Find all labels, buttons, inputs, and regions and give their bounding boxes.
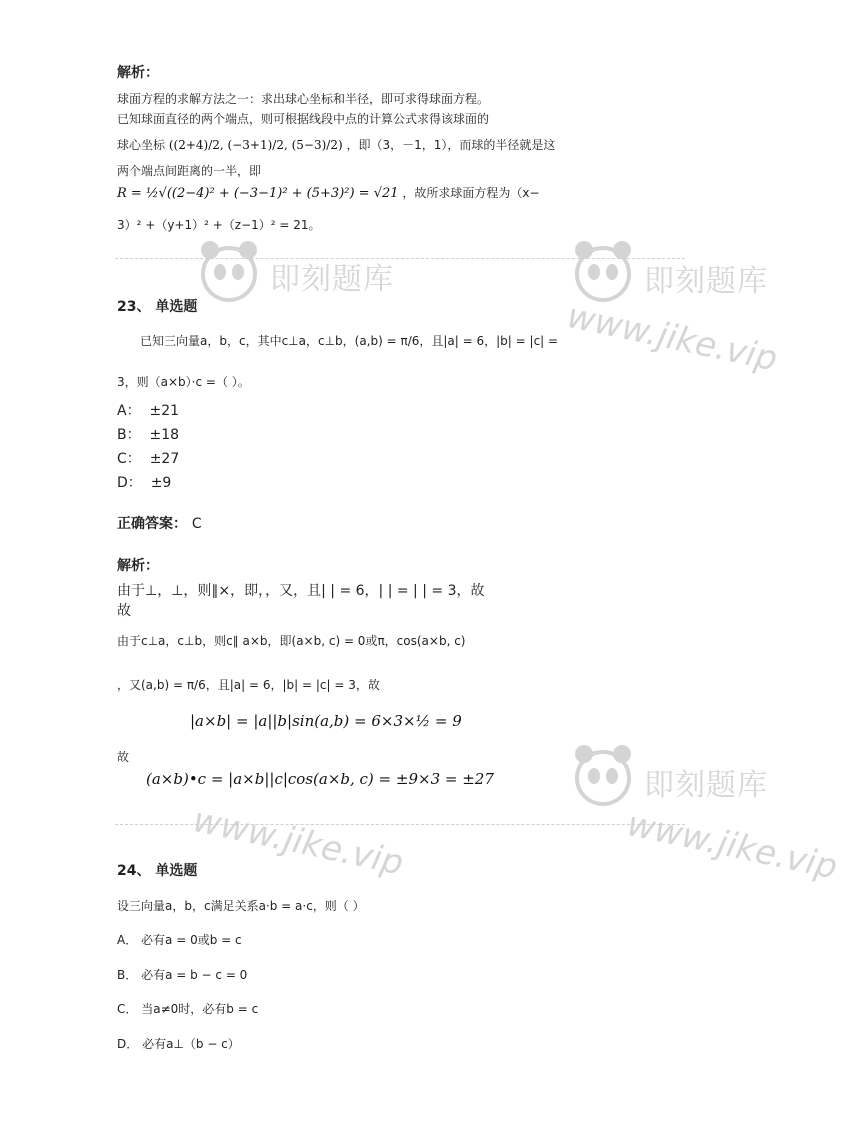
option-a[interactable]: [117, 931, 242, 948]
option-d[interactable]: [117, 1035, 240, 1052]
correct-answer: [117, 513, 202, 533]
divider: [115, 824, 685, 825]
prev-analysis-heading: 解析：: [117, 65, 159, 81]
question-23-number: 23、 单选题: [117, 299, 198, 315]
answer-label: 正确答案：: [117, 516, 187, 532]
option-label: C：: [117, 451, 141, 467]
question-23-stem-line2: 3，则（a×b）·c =（ ）。: [117, 375, 250, 389]
analysis-image-line2: ，又(a,b) = π/6，且|a| = 6，|b| = |c| = 3，故: [117, 678, 380, 692]
option-b[interactable]: [117, 424, 179, 444]
analysis-image-line5: (a×b)•c = |a×b||c|cos(a×b, c) = ±9×3 = ±27: [146, 770, 494, 788]
panda-logo-icon: [572, 238, 634, 308]
option-b[interactable]: [117, 966, 247, 983]
prev-analysis-line5: [117, 184, 540, 201]
prev-analysis-line4: 两个端点间距离的一半，即: [117, 164, 262, 178]
watermark-url: www.jike.vip: [189, 800, 407, 884]
question-23-analysis-heading: 解析：: [117, 558, 159, 574]
watermark-url: www.jike.vip: [623, 804, 841, 888]
watermark-text: 即刻题库: [270, 262, 394, 297]
analysis-image-line1: 由于c⊥a，c⊥b，则c∥ a×b，即(a×b, c) = 0或π，cos(a×b, c): [117, 634, 466, 648]
option-c[interactable]: [117, 1000, 258, 1017]
option-text: ±18: [149, 427, 180, 443]
center-coordinates: ((2+4)/2, (−3+1)/2, (5−3)/2): [168, 138, 343, 152]
prev-analysis-line1: 球面方程的求解方法之一：求出球心坐标和半径，即可求得球面方程。: [117, 92, 490, 106]
option-text: 当a≠0时，必有b = c: [141, 1002, 259, 1016]
watermark-mid-left: [189, 790, 478, 910]
option-label: A．: [117, 933, 138, 947]
option-c[interactable]: [117, 448, 179, 468]
question-24-stem: 设三向量a，b，c满足关系a·b = a·c，则（ ）: [117, 899, 365, 913]
analysis-image-line4: 故: [117, 750, 130, 764]
option-d[interactable]: [117, 472, 171, 492]
option-a[interactable]: [117, 400, 179, 420]
option-text: 必有a⊥（b − c）: [142, 1037, 240, 1051]
option-label: B．: [117, 968, 138, 982]
panda-logo-icon: [572, 742, 634, 812]
option-label: D：: [117, 475, 142, 491]
analysis-text-line2: 故: [117, 603, 131, 619]
analysis-image-line3: |a×b| = |a||b|sin(a,b) = 6×3×½ = 9: [190, 712, 462, 730]
watermark-mid-right: [572, 742, 841, 888]
prev-analysis-line2: 已知球面直径的两个端点，则可根据线段中点的计算公式求得该球面的: [117, 112, 490, 126]
panda-logo-icon: [198, 238, 260, 308]
watermark-url: www.jike.vip: [563, 296, 781, 380]
question-24-number: 24、 单选题: [117, 863, 198, 879]
answer-value: C: [191, 516, 202, 532]
center-label: 球心坐标: [117, 138, 166, 152]
option-text: 必有a = 0或b = c: [141, 933, 242, 947]
option-text: ±21: [149, 403, 180, 419]
option-label: B：: [117, 427, 141, 443]
prev-analysis-line3: [117, 136, 555, 153]
option-text: ±9: [150, 475, 172, 491]
option-text: ±27: [149, 451, 180, 467]
option-label: A：: [117, 403, 141, 419]
question-23-stem-line1: 已知三向量a，b，c，其中c⊥a，c⊥b，(a,b) = π/6，且|a| = 6，|b| = |c| =: [140, 334, 559, 348]
sphere-equation-intro: ，故所求球面方程为（x−: [402, 186, 540, 200]
watermark-top-right: [563, 238, 802, 380]
watermark-text: 即刻题库: [644, 768, 768, 803]
option-label: C．: [117, 1002, 138, 1016]
center-result: ，即（3，－1，1），而球的半径就是这: [346, 138, 556, 152]
analysis-text-line1: 由于⊥，⊥，则∥×，即，，又，且| | = 6，| | = | | = 3，故: [117, 583, 485, 599]
option-label: D．: [117, 1037, 139, 1051]
watermark-text: 即刻题库: [644, 264, 768, 299]
option-text: 必有a = b − c = 0: [141, 968, 248, 982]
divider: [115, 258, 685, 259]
radius-formula: R = ½√((2−4)² + (−3−1)² + (5+3)²) = √21: [117, 186, 399, 201]
prev-analysis-line6: 3）² +（y+1）² +（z−1）² = 21。: [117, 218, 321, 232]
